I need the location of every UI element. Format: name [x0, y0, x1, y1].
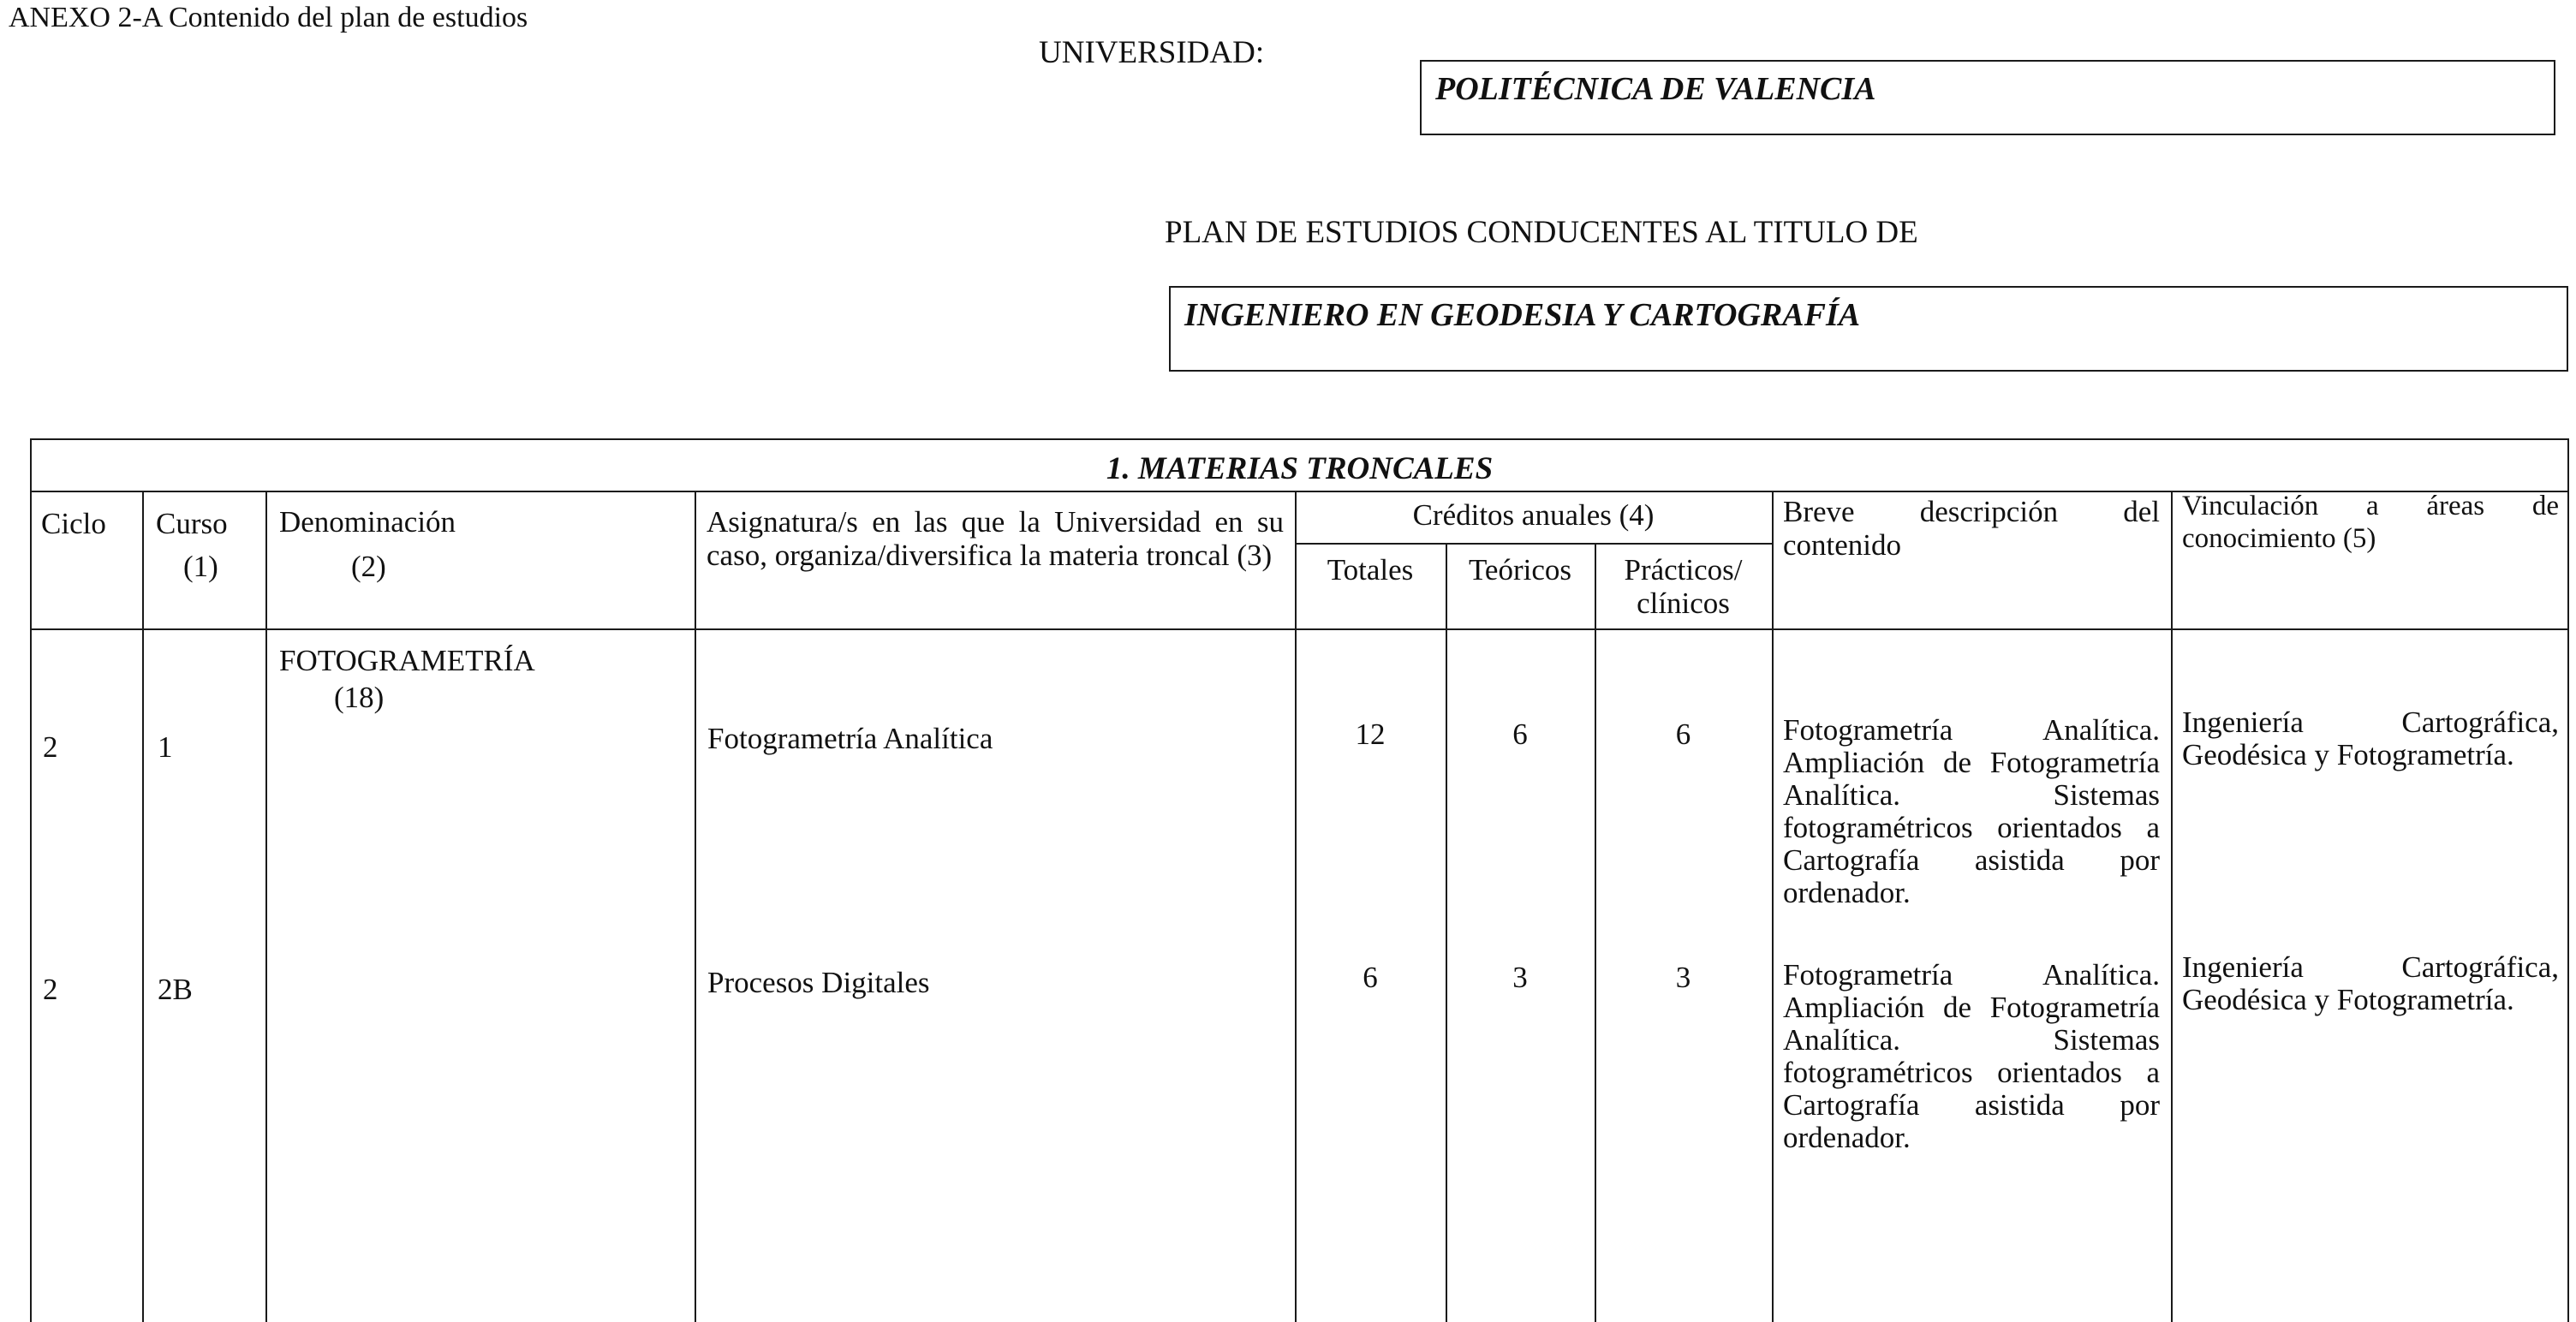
table-col-rule — [265, 491, 267, 1322]
col-header-descripcion: Breve descripción del contenido — [1783, 495, 2160, 562]
table-row-1-ciclo: 2 — [43, 730, 58, 764]
materia-credits: (18) — [334, 681, 385, 714]
university-label: UNIVERSIDAD: — [1039, 35, 1265, 70]
col-header-teoricos: Teóricos — [1468, 553, 1571, 587]
col-header-ciclo: Ciclo — [41, 507, 106, 540]
col-header-totales: Totales — [1327, 553, 1414, 587]
annex-title: ANEXO 2-A Contenido del plan de estudios — [9, 2, 528, 33]
degree-title-box — [1169, 286, 2568, 372]
section-title: 1. MATERIAS TRONCALES — [1106, 451, 1494, 486]
table-row-1-descripcion: Fotogrametría Analítica. Ampliación de Fotogrametría Analítica. Sistemas fotogramétricos orientados a Cartografía asistida por ordenador. — [1783, 713, 2160, 909]
table-col-rule — [1772, 491, 1774, 1322]
table-row-1-vinculacion: Ingeniería Cartográfica, Geodésica y Fotogrametría. — [2182, 706, 2559, 771]
table-col-rule — [2171, 491, 2173, 1322]
university-name-box — [1420, 60, 2555, 135]
degree-title: INGENIERO EN GEODESIA Y CARTOGRAFÍA — [1184, 297, 1861, 333]
table-row-1-totales: 12 — [1355, 718, 1386, 751]
table-row-2-descripcion: Fotogrametría Analítica. Ampliación de Fotogrametría Analítica. Sistemas fotogramétricos orientados a Cartografía asistida por ordenador. — [1783, 958, 2160, 1154]
table-row-1-asignatura: Fotogrametría Analítica — [707, 722, 993, 755]
table-row-2-teoricos: 3 — [1512, 961, 1528, 994]
table-row-2-totales: 6 — [1363, 961, 1378, 994]
col-header-creditos: Créditos anuales (4) — [1412, 498, 1655, 532]
col-header-curso: Curso — [156, 507, 228, 540]
table-row-2-asignatura: Procesos Digitales — [707, 966, 930, 999]
table-row-2-vinculacion: Ingeniería Cartográfica, Geodésica y Fotogrametría. — [2182, 950, 2559, 1016]
table-rule-credits — [1295, 543, 1772, 545]
university-name: POLITÉCNICA DE VALENCIA — [1435, 71, 1876, 107]
table-col-rule — [695, 491, 696, 1322]
materia-name: FOTOGRAMETRÍA — [279, 644, 535, 677]
table-row-2-practicos: 3 — [1675, 961, 1691, 994]
table-row-1-practicos: 6 — [1675, 718, 1691, 751]
col-header-vinculacion: Vinculación a áreas de conocimiento (5) — [2182, 491, 2559, 554]
table-row-2-curso: 2B — [158, 973, 193, 1006]
table-col-rule — [1595, 543, 1596, 1322]
col-header-denominacion-note: (2) — [351, 550, 386, 583]
col-header-practicos: Prácticos/ clínicos — [1624, 553, 1743, 620]
table-col-rule — [1295, 491, 1297, 1322]
table-rule-header-bottom — [30, 628, 2569, 630]
table-col-rule — [142, 491, 144, 1322]
table-row-2-ciclo: 2 — [43, 973, 58, 1006]
col-header-curso-note: (1) — [183, 550, 218, 583]
table-row-1-teoricos: 6 — [1512, 718, 1528, 751]
col-header-denominacion: Denominación — [279, 505, 456, 539]
table-row-1-curso: 1 — [158, 730, 173, 764]
table-col-rule — [1446, 543, 1447, 1322]
col-header-asignaturas: Asignatura/s en las que la Universidad en su caso, organiza/diversifica la materia troncal (3) — [707, 505, 1284, 572]
plan-label: PLAN DE ESTUDIOS CONDUCENTES AL TITULO DE — [1165, 215, 1918, 250]
